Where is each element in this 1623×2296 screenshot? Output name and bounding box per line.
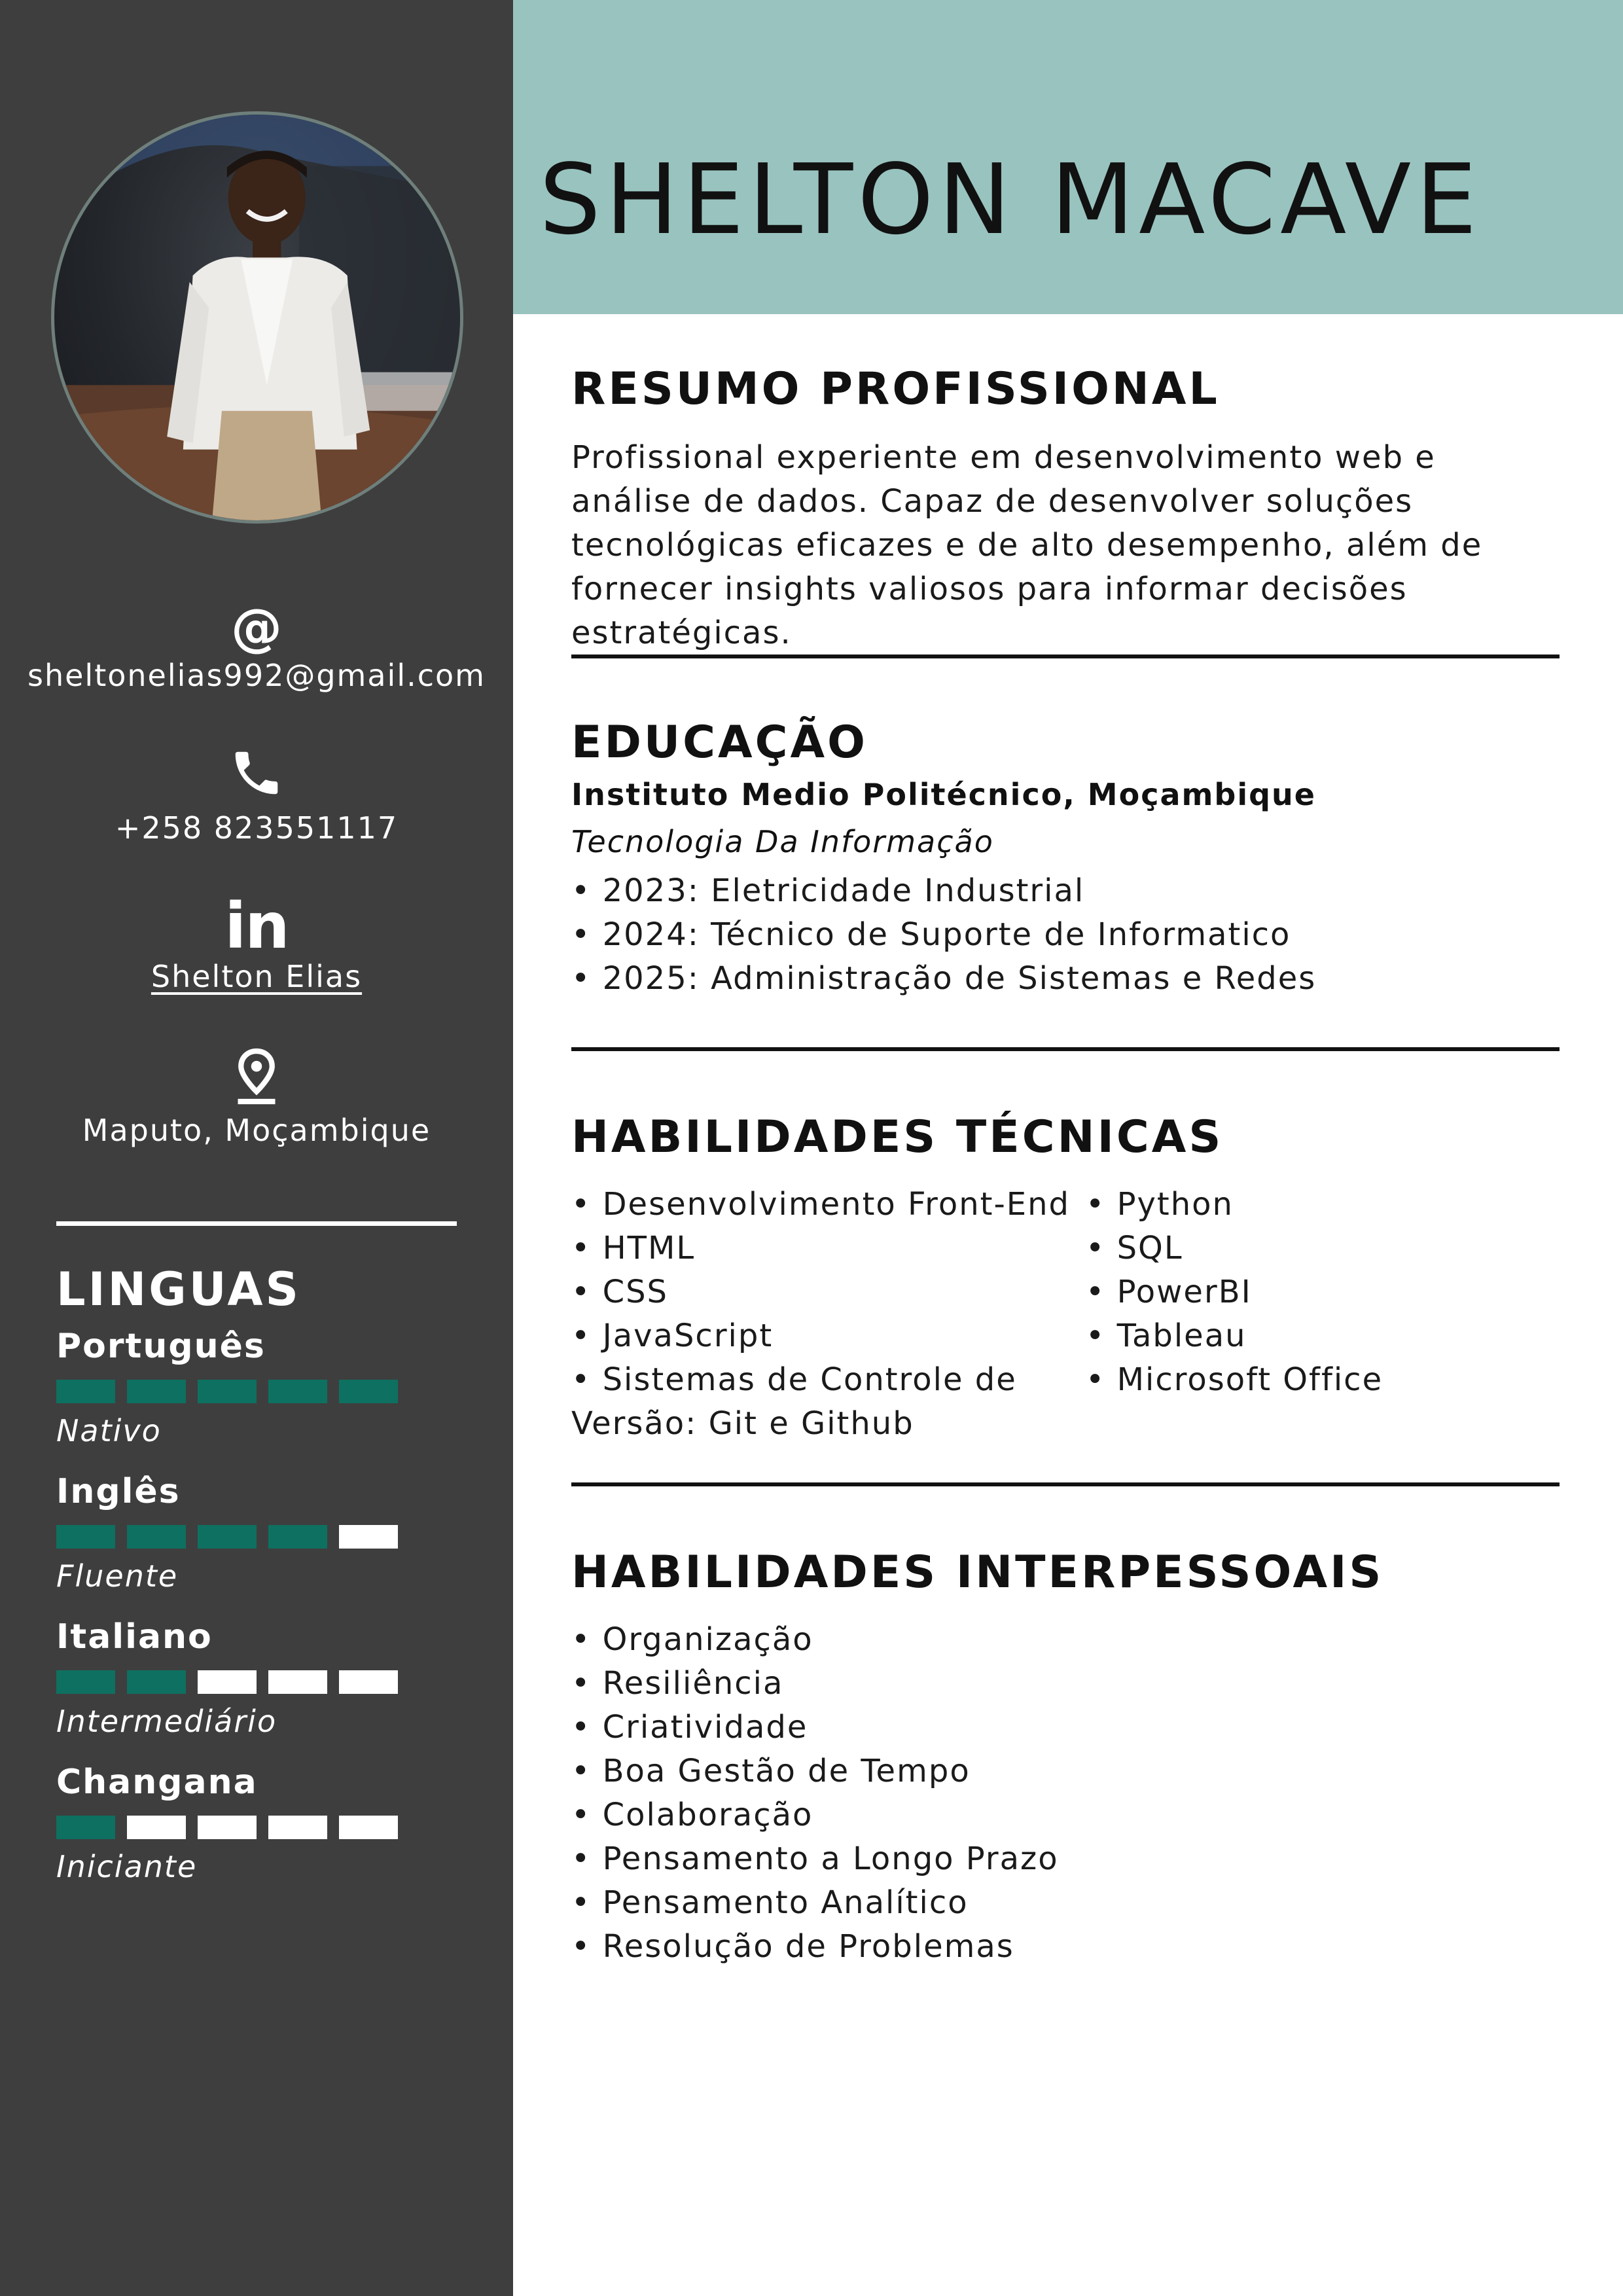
level-bar-filled [56, 1816, 115, 1839]
languages-heading: LINGUAS [56, 1263, 301, 1316]
language-name: Changana [56, 1763, 258, 1802]
sidebar [0, 0, 513, 2296]
soft-skills-section [571, 1543, 1560, 1969]
list-item: • Desenvolvimento Front-End [571, 1186, 1070, 1223]
linkedin-icon: in [224, 889, 289, 963]
list-item: • Organização [571, 1621, 813, 1658]
list-item: • Resolução de Problemas [571, 1928, 1014, 1965]
list-item: • Colaboração [571, 1797, 813, 1833]
language-name: Inglês [56, 1472, 181, 1511]
contact-location [0, 1046, 513, 1148]
level-bar-empty [268, 1670, 327, 1694]
list-item: • Sistemas de Controle de Versão: Git e Github [571, 1361, 1017, 1442]
phone-icon [0, 745, 513, 801]
list-item: • PowerBI [1086, 1274, 1252, 1310]
technical-skills-title: HABILIDADES TÉCNICAS [571, 1111, 1224, 1163]
technical-skills-section [571, 1108, 1560, 1446]
level-bar-empty [127, 1816, 186, 1839]
language-name: Italiano [56, 1617, 213, 1657]
list-item: • JavaScript [571, 1318, 774, 1354]
list-item: • Boa Gestão de Tempo [571, 1753, 971, 1789]
level-bar-filled [268, 1525, 327, 1549]
list-item: • Pensamento Analítico [571, 1884, 969, 1921]
list-item: • Microsoft Office [1086, 1361, 1383, 1398]
summary-text: Profissional experiente em desenvolvimento web e análise de dados. Capaz de desenvolver soluções tecnológicas eficazes e de alto desempenho, além de fornecer insights valiosos para informar decisões estratégicas. [571, 439, 1483, 651]
technical-skills-columns [571, 1183, 1560, 1446]
email-text[interactable]: sheltonelias992@gmail.com [27, 658, 486, 693]
level-bar-empty [339, 1816, 398, 1839]
level-bar-empty [198, 1816, 257, 1839]
level-bar-empty [339, 1525, 398, 1549]
language-name: Português [56, 1327, 266, 1366]
list-item: • 2025: Administração de Sistemas e Redes [571, 960, 1317, 997]
profile-photo [51, 111, 463, 524]
level-bar-filled [56, 1380, 115, 1403]
language-level-bars [56, 1816, 462, 1839]
summary-section [571, 360, 1560, 655]
education-title: EDUCAÇÃO [571, 717, 868, 768]
language-level: Nativo [56, 1413, 162, 1448]
list-item: • Resiliência [571, 1665, 784, 1702]
list-item: • HTML [571, 1230, 696, 1266]
sidebar-divider [56, 1221, 457, 1226]
contact-linkedin [0, 889, 513, 994]
level-bar-filled [268, 1380, 327, 1403]
list-item: • Criatividade [571, 1709, 808, 1746]
education-course: Tecnologia Da Informação [571, 824, 994, 859]
level-bar-filled [127, 1670, 186, 1694]
list-item: • Python [1086, 1186, 1234, 1223]
language-level: Iniciante [56, 1849, 198, 1884]
summary-title: RESUMO PROFISSIONAL [571, 363, 1220, 415]
location-text: Maputo, Moçambique [82, 1113, 431, 1148]
section-divider [571, 1047, 1560, 1051]
list-item: • 2023: Eletricidade Industrial [571, 872, 1085, 909]
language-item [56, 1614, 462, 1742]
language-level-bars [56, 1525, 462, 1549]
level-bar-empty [198, 1670, 257, 1694]
level-bar-empty [268, 1816, 327, 1839]
level-bar-filled [127, 1380, 186, 1403]
location-pin-icon [0, 1046, 513, 1106]
language-level: Intermediário [56, 1704, 277, 1739]
list-item: • Pensamento a Longo Prazo [571, 1840, 1059, 1877]
level-bar-filled [198, 1380, 257, 1403]
linkedin-link[interactable]: Shelton Elias [151, 959, 363, 994]
header-band [513, 0, 1623, 314]
list-item: • SQL [1086, 1230, 1183, 1266]
at-icon: @ [231, 599, 282, 658]
language-item [56, 1323, 462, 1452]
language-level-bars [56, 1380, 462, 1403]
contact-phone [0, 745, 513, 846]
language-item [56, 1469, 462, 1597]
language-level-bars [56, 1670, 462, 1694]
soft-skills-list [571, 1618, 1560, 1969]
language-item [56, 1759, 462, 1888]
section-divider [571, 1482, 1560, 1486]
soft-skills-title: HABILIDADES INTERPESSOAIS [571, 1547, 1384, 1598]
level-bar-filled [339, 1380, 398, 1403]
list-item: • 2024: Técnico de Suporte de Informatico [571, 916, 1291, 953]
list-item: • Tableau [1086, 1318, 1247, 1354]
level-bar-filled [56, 1525, 115, 1549]
level-bar-empty [339, 1670, 398, 1694]
profile-photo-illustration [54, 115, 460, 520]
education-section [571, 713, 1560, 1001]
level-bar-filled [56, 1670, 115, 1694]
contact-email [0, 599, 513, 693]
technical-skills-column [571, 1183, 1086, 1446]
level-bar-filled [198, 1525, 257, 1549]
technical-skills-column [1086, 1183, 1544, 1446]
section-divider [571, 655, 1560, 658]
education-institution: Instituto Medio Politécnico, Moçambique [571, 777, 1316, 812]
list-item: • CSS [571, 1274, 669, 1310]
level-bar-filled [127, 1525, 186, 1549]
phone-text[interactable]: +258 823551117 [115, 810, 399, 846]
page-title: SHELTON MACAVE [539, 143, 1482, 256]
education-list [571, 869, 1560, 1001]
language-level: Fluente [56, 1558, 179, 1594]
